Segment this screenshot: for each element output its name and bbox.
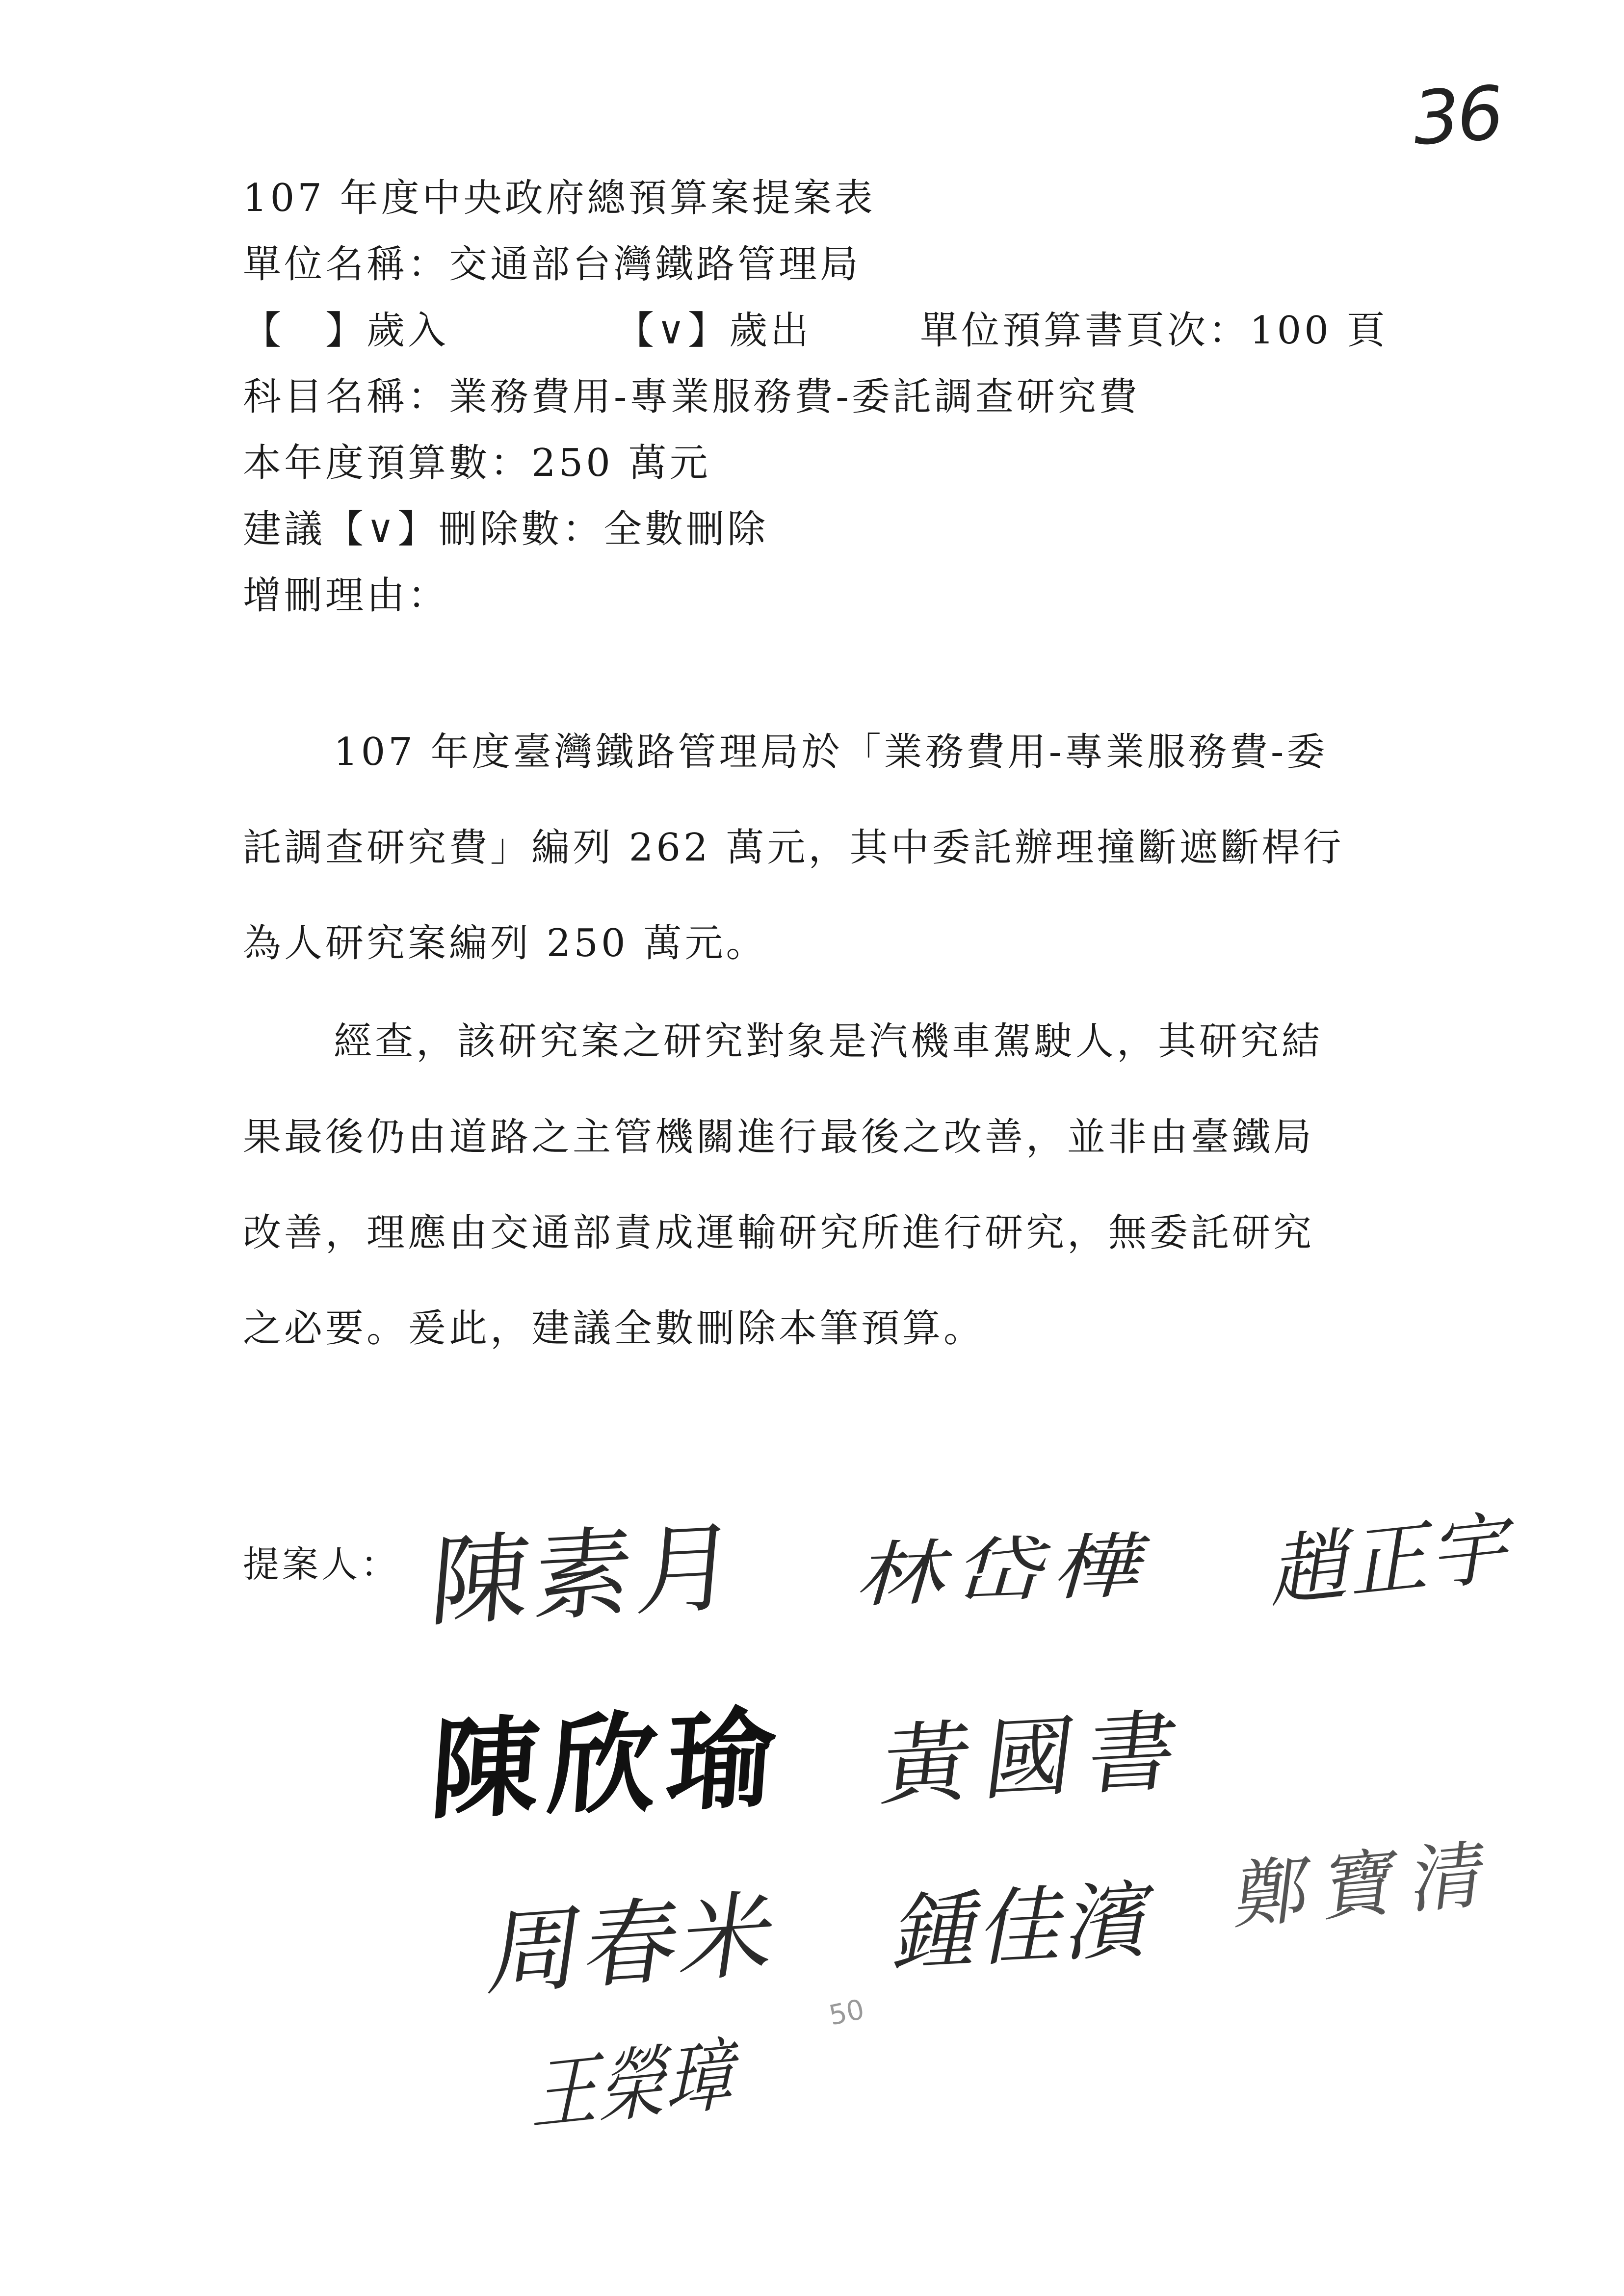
page-number: 36 bbox=[1410, 70, 1504, 162]
proposer-label: 提案人： bbox=[243, 1543, 400, 1586]
income-checkbox: 【 】歲入 bbox=[243, 309, 449, 353]
subject-name: 科目名稱：業務費用-專業服務費-委託調查研究費 bbox=[243, 375, 1140, 419]
signature: 陳欣瑜 bbox=[426, 1696, 789, 1834]
reason-label: 增刪理由： bbox=[243, 574, 449, 618]
stray-mark: 50 bbox=[826, 1993, 867, 2032]
budget-amount: 本年度預算數：250 萬元 bbox=[243, 441, 711, 485]
paragraph-2-line-2: 果最後仍由道路之主管機關進行最後之改善，並非由臺鐵局 bbox=[243, 1115, 1315, 1159]
paragraph-1-line-3: 為人研究案編列 250 萬元。 bbox=[243, 921, 767, 965]
signature: 鍾佳濱 bbox=[887, 1871, 1165, 1983]
page-reference: 單位預算書頁次：100 頁 bbox=[920, 309, 1388, 353]
signature: 鄭寶清 bbox=[1231, 1830, 1506, 1940]
form-title: 107 年度中央政府總預算案提案表 bbox=[243, 176, 876, 220]
signature: 王榮璋 bbox=[527, 2027, 749, 2142]
paragraph-2-line-4: 之必要。爰此，建議全數刪除本筆預算。 bbox=[243, 1306, 985, 1351]
unit-name: 單位名稱：交通部台灣鐵路管理局 bbox=[243, 242, 862, 287]
paragraph-2-line-3: 改善，理應由交通部責成運輸研究所進行研究，無委託研究 bbox=[243, 1211, 1315, 1255]
paragraph-2-line-1: 經查，該研究案之研究對象是汽機車駕駛人，其研究結 bbox=[334, 1019, 1323, 1064]
paragraph-1-line-1: 107 年度臺灣鐵路管理局於「業務費用-專業服務費-委 bbox=[334, 730, 1328, 774]
signature: 周春米 bbox=[482, 1879, 786, 2009]
signature: 林岱樺 bbox=[850, 1524, 1168, 1618]
expense-checkbox: 【∨】歲出 bbox=[616, 309, 812, 353]
signature: 趙正宇 bbox=[1268, 1500, 1523, 1619]
paragraph-1-line-2: 託調查研究費」編列 262 萬元，其中委託辦理撞斷遮斷桿行 bbox=[243, 826, 1344, 870]
deletion-suggestion: 建議【∨】刪除數：全數刪除 bbox=[243, 507, 769, 551]
signature: 黃國書 bbox=[876, 1698, 1198, 1819]
signature: 陳素月 bbox=[426, 1509, 745, 1641]
